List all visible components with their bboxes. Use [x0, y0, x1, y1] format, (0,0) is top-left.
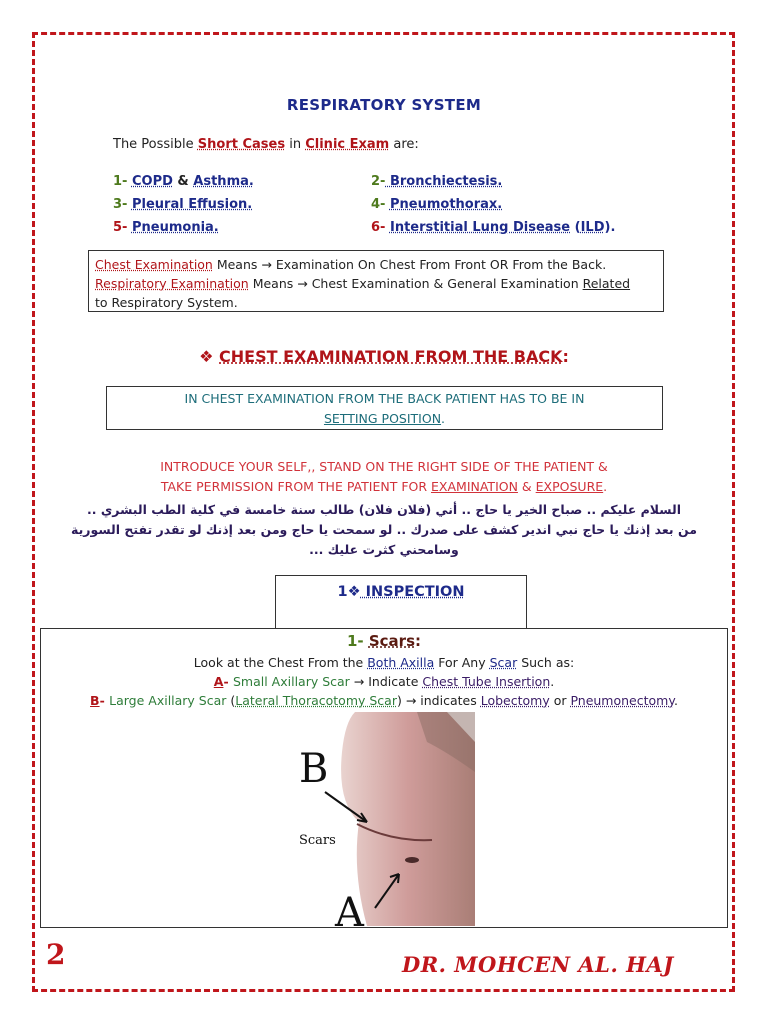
- arabic-greeting: السلام عليكم .. صباح الخير يا حاج .. أني (فلان فلان) طالب سنة خامسة في كلية الطب البشري .. من بعد إذنك يا حاج نبي اندير كشف على صدرك .. لو سمحت يا حاج ومن بعد إذنك لو تقدر تفتح السورية وسامحني كثرت عليك ...: [71, 502, 697, 557]
- definition-chest: Chest Examination Means → Examination On Chest From Front OR From the Back.: [95, 257, 607, 272]
- definition-continued: to Respiratory System.: [95, 295, 238, 310]
- inspection-heading: 1❖ INSPECTION: [275, 575, 527, 629]
- diamond-bullet-icon: ❖: [347, 584, 361, 600]
- scars-line-a: A- Small Axillary Scar → Indicate Chest Tube Insertion.: [213, 674, 555, 689]
- intro-line: The Possible Short Cases in Clinic Exam are:: [113, 137, 419, 152]
- case-3: 3- Pleural Effusion.: [113, 197, 253, 212]
- case-2: 2- Bronchiectesis.: [371, 174, 503, 189]
- scars-caption: Scars: [299, 833, 336, 848]
- page-number: 2: [46, 938, 66, 971]
- introduce-instructions: INTRODUCE YOUR SELF,, STAND ON THE RIGHT SIDE OF THE PATIENT & TAKE PERMISSION FROM THE PATIENT FOR EXAMINATION & EXPOSURE.: [160, 459, 608, 494]
- scars-heading: 1- Scars:: [346, 632, 422, 650]
- case-5: 5- Pneumonia.: [113, 220, 219, 235]
- chest-scars-figure: [297, 712, 475, 926]
- label-b: B: [299, 746, 329, 792]
- small-scar-mark: [405, 857, 419, 863]
- scars-line-b: B- Large Axillary Scar (Lateral Thoracotomy Scar) → indicates Lobectomy or Pneumonectomy.: [90, 693, 678, 708]
- page-title: RESPIRATORY SYSTEM: [286, 96, 482, 114]
- definitions-box: [88, 250, 664, 312]
- case-4: 4- Pneumothorax.: [371, 197, 503, 212]
- position-box: IN CHEST EXAMINATION FROM THE BACK PATIENT HAS TO BE IN SETTING POSITION.: [106, 386, 663, 430]
- diamond-bullet-icon: ❖: [199, 347, 214, 366]
- section-heading: ❖ CHEST EXAMINATION FROM THE BACK:: [199, 347, 569, 366]
- case-6: 6- Interstitial Lung Disease (ILD).: [371, 220, 616, 235]
- definition-respiratory: Respiratory Examination Means → Chest Examination & General Examination Related: [95, 276, 631, 291]
- scars-line-1: Look at the Chest From the Both Axilla For Any Scar Such as:: [193, 655, 575, 670]
- author-name: DR. MOHCEN AL. HAJ: [402, 952, 674, 977]
- label-a: A: [335, 890, 364, 926]
- case-1: 1- COPD & Asthma.: [113, 174, 254, 189]
